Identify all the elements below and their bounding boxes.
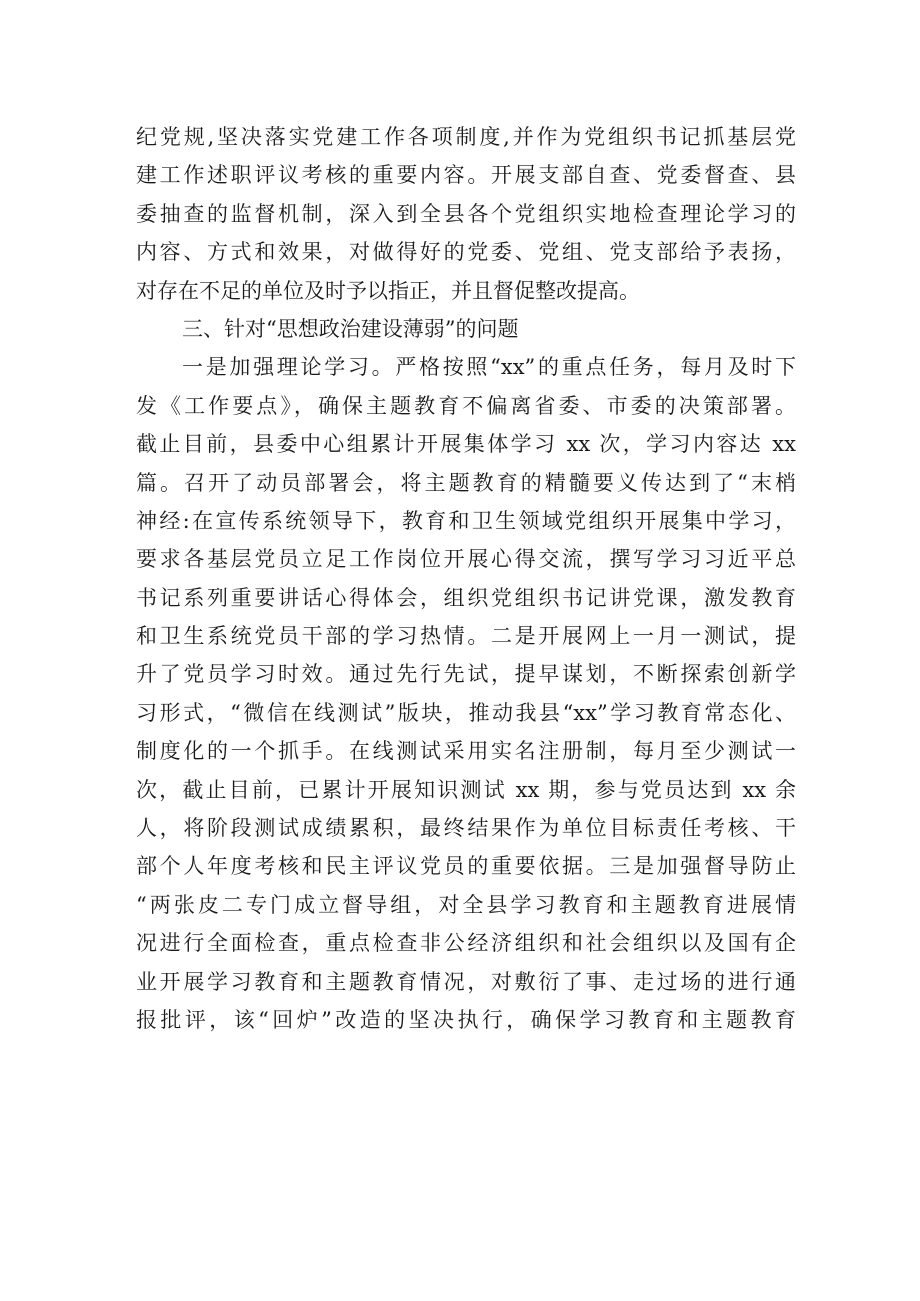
section-heading: 三、针对“思想政治建设薄弱”的问题 — [182, 316, 519, 341]
body-text-line: 建工作述职评议考核的重要内容。开展支部自查、党委督查、县 — [136, 163, 796, 188]
body-text-line: 截止目前，县委中心组累计开展集体学习 xx 次，学习内容达 xx — [136, 432, 796, 457]
document-body — [136, 118, 796, 1039]
body-text-line: 发《工作要点》，确保主题教育不偏离省委、市委的决策部署。 — [136, 393, 796, 418]
body-text-line: 业开展学习教育和主题教育情况，对敷衍了事、走过场的进行通 — [136, 969, 796, 994]
body-text-line: 次，截止目前，已累计开展知识测试 xx 期，参与党员达到 xx 余 — [136, 777, 796, 802]
paragraph-start-line: 一是加强理论学习。严格按照“xx”的重点任务，每月及时下 — [182, 355, 796, 380]
body-text-line: 要求各基层党员立足工作岗位开展心得交流，撰写学习习近平总 — [136, 547, 796, 572]
body-text-line: 神经:在宣传系统领导下，教育和卫生领域党组织开展集中学习， — [136, 508, 796, 533]
body-text-line: 制度化的一个抓手。在线测试采用实名注册制，每月至少测试一 — [136, 739, 796, 764]
body-text-line: 升了党员学习时效。通过先行先试，提早谋划，不断探索创新学 — [136, 662, 796, 687]
body-text-line: 习形式，“微信在线测试”版块，推动我县“xx”学习教育常态化、 — [136, 700, 796, 725]
body-text-line: 报批评，该“回炉”改造的坚决执行，确保学习教育和主题教育 — [136, 1007, 796, 1032]
body-text-line: 书记系列重要讲话心得体会，组织党组织书记讲党课，激发教育 — [136, 585, 796, 610]
body-text-line: 部个人年度考核和民主评议党员的重要依据。三是加强督导防止 — [136, 854, 796, 879]
body-text-line: 内容、方式和效果，对做得好的党委、党组、党支部给予表扬， — [136, 240, 796, 265]
body-text-line: 况进行全面检查，重点检查非公经济组织和社会组织以及国有企 — [136, 931, 796, 956]
body-text-line: 委抽查的监督机制，深入到全县各个党组织实地检查理论学习的 — [136, 201, 796, 226]
body-text-line: “两张皮二专门成立督导组，对全县学习教育和主题教育进展情 — [136, 892, 796, 917]
body-text-line: 篇。召开了动员部署会，将主题教育的精髓要义传达到了“末梢 — [136, 470, 796, 495]
paragraph-end-line: 对存在不足的单位及时予以指正，并且督促整改提高。 — [136, 278, 640, 303]
body-text-line: 和卫生系统党员干部的学习热情。二是开展网上一月一测试，提 — [136, 624, 796, 649]
body-text-line: 人，将阶段测试成绩累积，最终结果作为单位目标责任考核、干 — [136, 816, 796, 841]
body-text-line: 纪党规,坚决落实党建工作各项制度,并作为党组织书记抓基层党 — [136, 125, 796, 149]
